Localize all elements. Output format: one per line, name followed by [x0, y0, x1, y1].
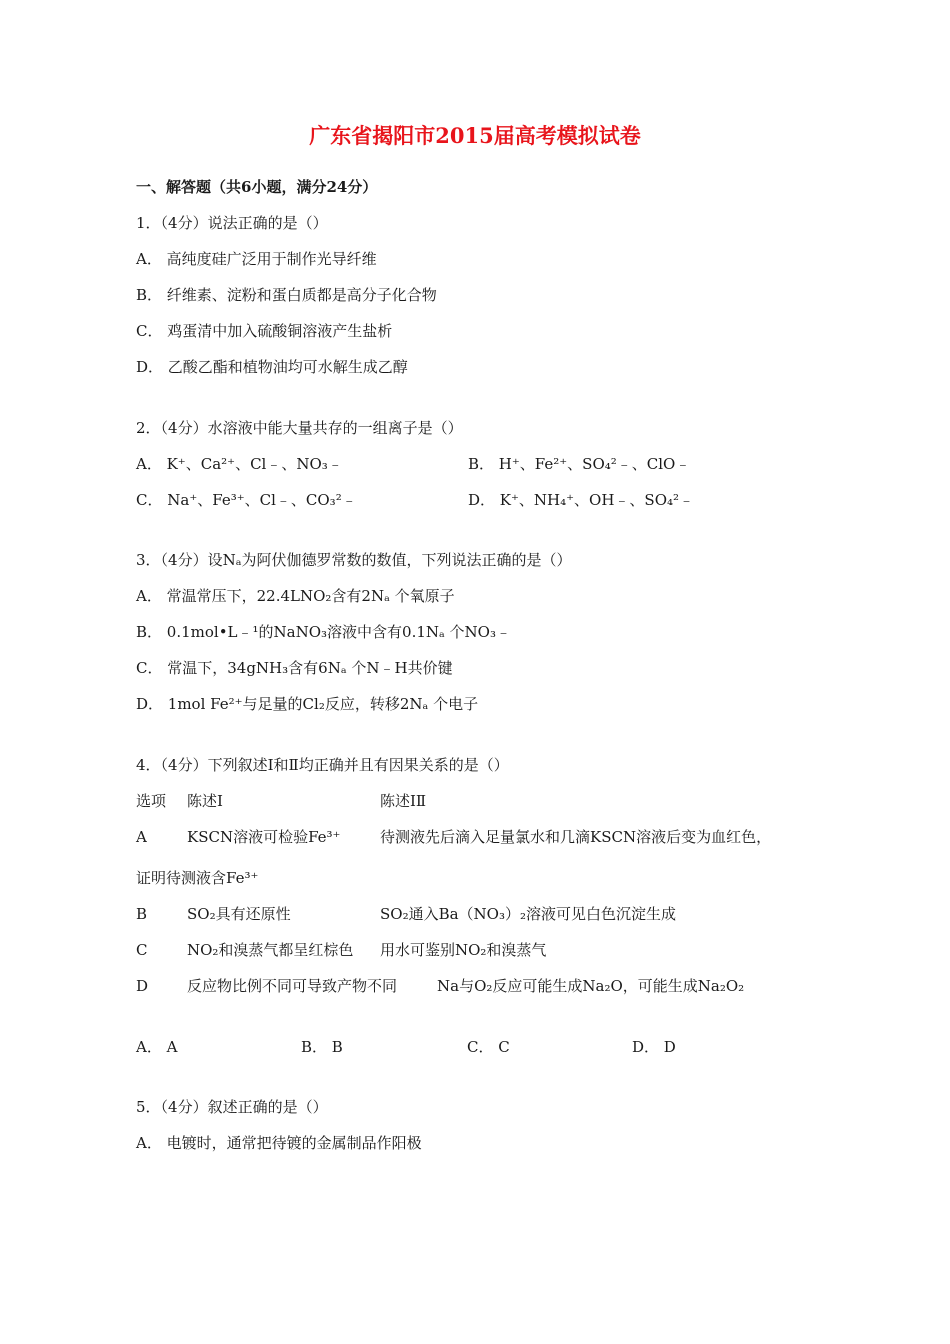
- table-row-c-option: C: [136, 941, 148, 959]
- question-5-option-a: A． 电镀时，通常把待镀的金属制品作阳极: [136, 1134, 422, 1152]
- table-row-c-statement-1: NO₂和溴蒸气都呈红棕色: [187, 941, 354, 959]
- question-4-option-c: C． C: [467, 1038, 510, 1056]
- table-header-statement-1: 陈述Ⅰ: [187, 792, 223, 810]
- table-header-statement-2: 陈述ⅠⅡ: [380, 792, 427, 810]
- table-row-a-statement-2: 待测液先后滴入足量氯水和几滴KSCN溶液后变为血红色，: [380, 828, 772, 846]
- question-3-option-c: C． 常温下，34gNH₃含有6Nₐ 个N﹣H共价键: [136, 659, 453, 677]
- question-1-option-d: D． 乙酸乙酯和植物油均可水解生成乙醇: [136, 358, 408, 376]
- question-3-option-a: A． 常温常压下，22.4LNO₂含有2Nₐ 个氧原子: [136, 587, 455, 605]
- table-row-a-statement-1: KSCN溶液可检验Fe³⁺: [187, 828, 341, 846]
- question-3-option-b: B． 0.1mol•L﹣¹的NaNO₃溶液中含有0.1Nₐ 个NO₃﹣: [136, 623, 511, 641]
- question-2-option-b: B． H⁺、Fe²⁺、SO₄²﹣、ClO﹣: [468, 455, 691, 473]
- question-1-stem: 1．（4分）说法正确的是（）: [136, 214, 328, 232]
- question-1-option-b: B． 纤维素、淀粉和蛋白质都是高分子化合物: [136, 286, 437, 304]
- table-row-c-statement-2: 用水可鉴别NO₂和溴蒸气: [380, 941, 547, 959]
- question-1-option-a: A． 高纯度硅广泛用于制作光导纤维: [136, 250, 377, 268]
- table-row-a-option: A: [136, 828, 147, 846]
- question-3-stem: 3．（4分）设Nₐ为阿伏伽德罗常数的数值，下列说法正确的是（）: [136, 551, 572, 569]
- table-header-option: 选项: [136, 792, 167, 810]
- question-2-option-c: C． Na⁺、Fe³⁺、Cl﹣、CO₃²﹣: [136, 491, 357, 509]
- question-4-option-b: B． B: [301, 1038, 343, 1056]
- table-row-b-statement-2: SO₂通入Ba（NO₃）₂溶液可见白色沉淀生成: [380, 905, 677, 923]
- table-row-b-statement-1: SO₂具有还原性: [187, 905, 291, 923]
- question-2-stem: 2．（4分）水溶液中能大量共存的一组离子是（）: [136, 419, 463, 437]
- table-row-d-statement-1: 反应物比例不同可导致产物不同: [187, 977, 398, 995]
- table-row-d-option: D: [136, 977, 149, 995]
- question-4-stem: 4．（4分）下列叙述Ⅰ和Ⅱ均正确并且有因果关系的是（）: [136, 756, 509, 774]
- question-2-option-a: A． K⁺、Ca²⁺、Cl﹣、NO₃﹣: [136, 455, 343, 473]
- table-row-a-continuation: 证明待测液含Fe³⁺: [136, 869, 259, 887]
- section-heading: 一、解答题（共6小题，满分24分）: [136, 178, 378, 196]
- question-5-stem: 5．（4分）叙述正确的是（）: [136, 1098, 328, 1116]
- question-4-option-a: A． A: [136, 1038, 178, 1056]
- table-row-d-statement-2: Na与O₂反应可能生成Na₂O，可能生成Na₂O₂: [437, 977, 745, 995]
- question-3-option-d: D． 1mol Fe²⁺与足量的Cl₂反应，转移2Nₐ 个电子: [136, 695, 479, 713]
- page-title: 广东省揭阳市2015届高考模拟试卷: [309, 123, 641, 148]
- question-1-option-c: C． 鸡蛋清中加入硫酸铜溶液产生盐析: [136, 322, 393, 340]
- question-2-option-d: D． K⁺、NH₄⁺、OH﹣、SO₄²﹣: [468, 491, 695, 509]
- table-row-b-option: B: [136, 905, 148, 923]
- question-4-option-d: D． D: [632, 1038, 676, 1056]
